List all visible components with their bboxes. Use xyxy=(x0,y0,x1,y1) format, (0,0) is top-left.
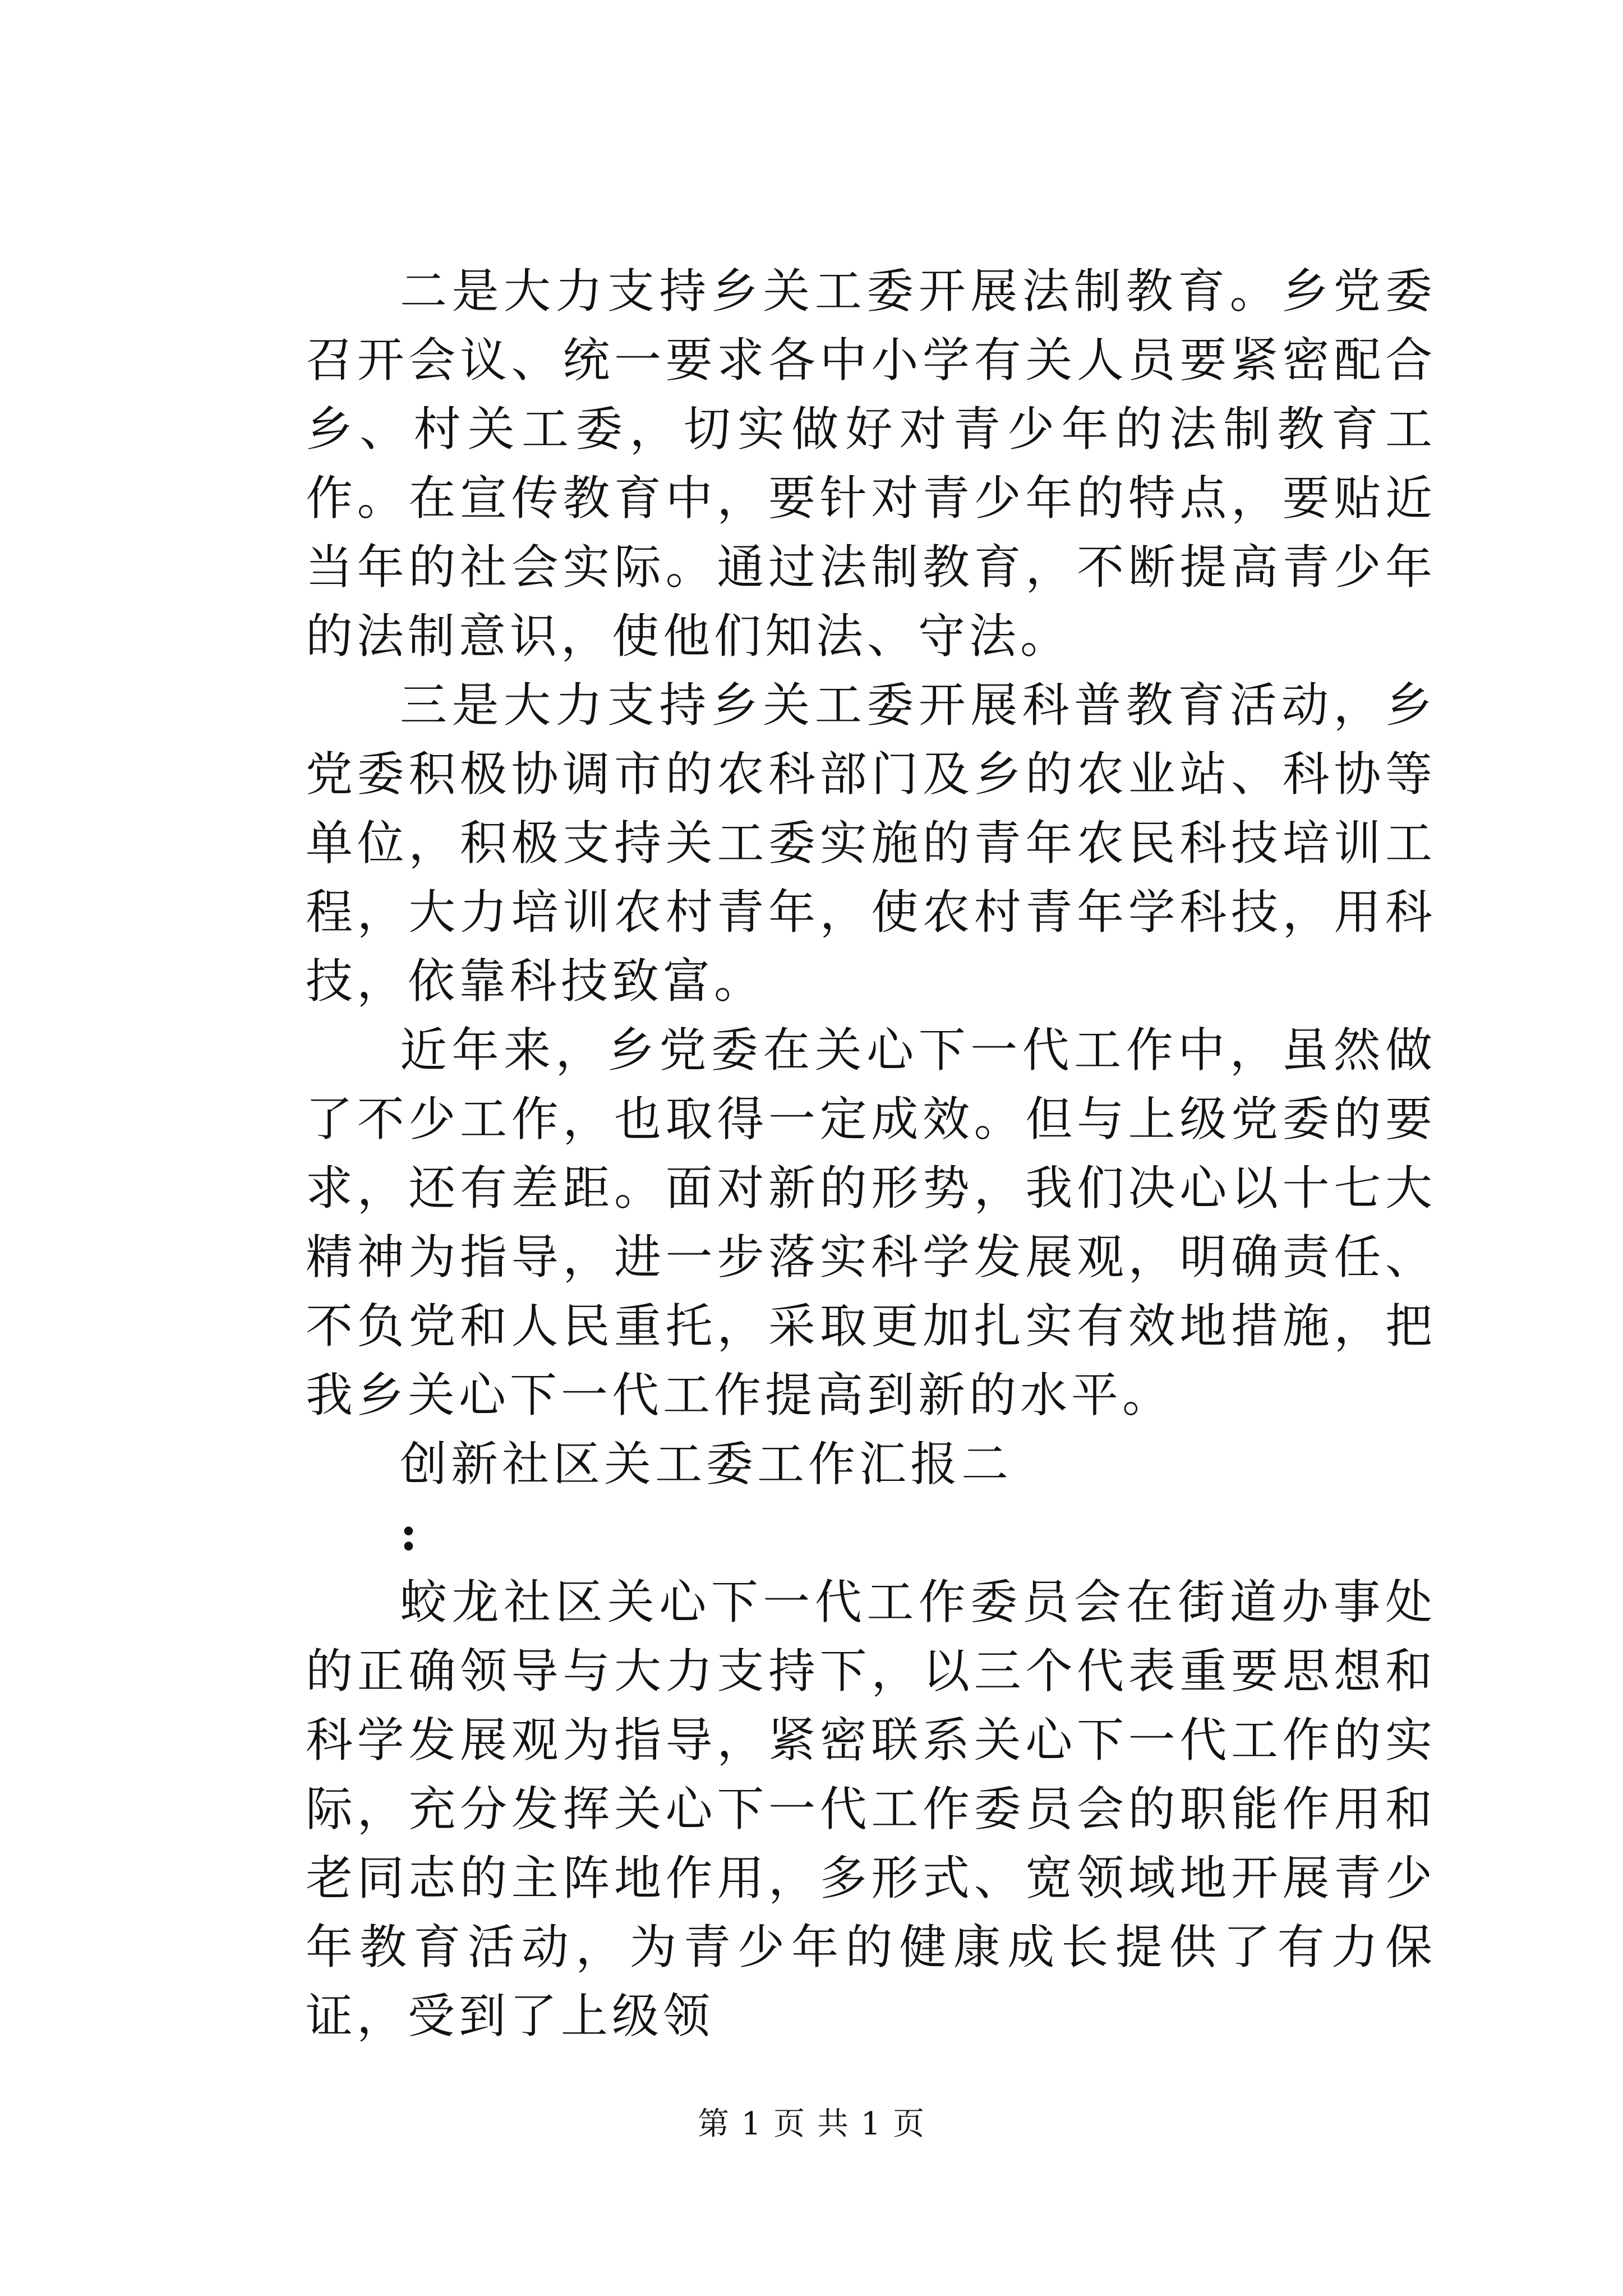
paragraph-science-education: 三是大力支持乡关工委开展科普教育活动，乡党委积极协调市的农科部门及乡的农业站、科协等单位，积极支持关工委实施的青年农民科技培训工程，大力培训农村青年，使农村青年学科技，用科技，依靠科技致富。 xyxy=(306,678,1436,1009)
section-heading: 创新社区关工委工作汇报二 xyxy=(400,1437,1013,1492)
heading-colon: : xyxy=(400,1506,422,1561)
document-body xyxy=(306,257,1436,2051)
paragraph-jiaolong-community: 蛟龙社区关心下一代工作委员会在街道办事处的正确领导与大力支持下，以三个代表重要思想和科学发展观为指导，紧密联系关心下一代工作的实际，充分发挥关心下一代工作委员会的职能作用和老同志的主阵地作用，多形式、宽领域地开展青少年教育活动，为青少年的健康成长提供了有力保证，受到了上级领 xyxy=(306,1575,1436,2044)
paragraph-legal-education: 二是大力支持乡关工委开展法制教育。乡党委召开会议、统一要求各中小学有关人员要紧密配合乡、村关工委，切实做好对青少年的法制教育工作。在宣传教育中，要针对青少年的特点，要贴近当年的社会实际。通过法制教育，不断提高青少年的法制意识，使他们知法、守法。 xyxy=(306,264,1436,664)
page-footer: 第 1 页 共 1 页 xyxy=(697,2106,926,2142)
paragraph-recent-years: 近年来，乡党委在关心下一代工作中，虽然做了不少工作，也取得一定成效。但与上级党委的要求，还有差距。面对新的形势，我们决心以十七大精神为指导，进一步落实科学发展观，明确责任、不负党和人民重托，采取更加扎实有效地措施，把我乡关心下一代工作提高到新的水平。 xyxy=(306,1023,1436,1423)
